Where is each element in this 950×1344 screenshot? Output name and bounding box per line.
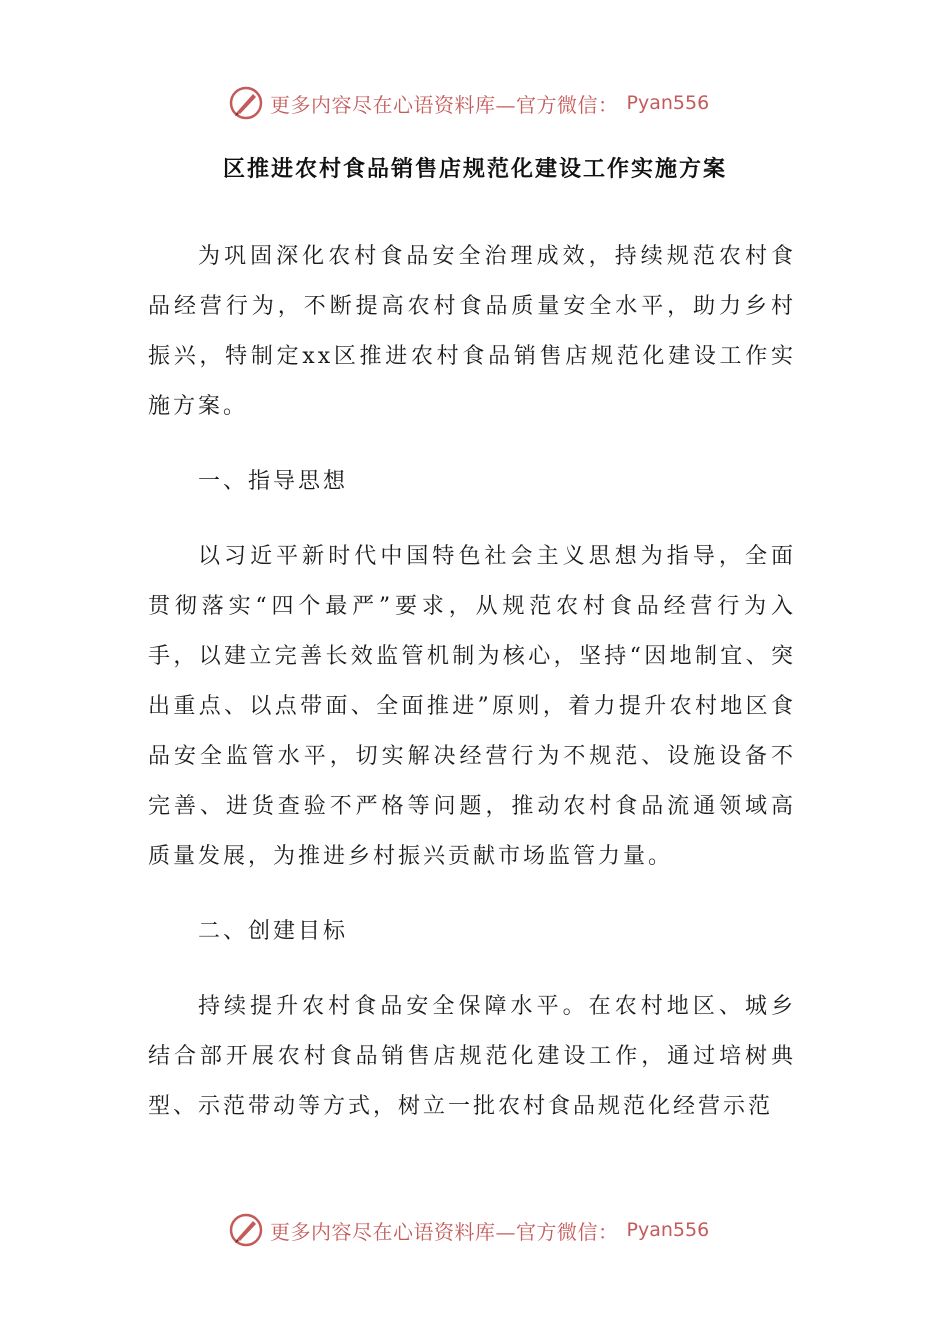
watermark-text: 更多内容尽在心语资料库—官方微信： xyxy=(270,92,619,117)
watermark-text: 更多内容尽在心语资料库—官方微信： xyxy=(270,1219,619,1244)
document-title: 区推进农村食品销售店规范化建设工作实施方案 xyxy=(222,157,727,182)
section-heading-guiding-ideology: 一、指导思想 xyxy=(198,469,349,494)
section-heading-goals: 二、创建目标 xyxy=(198,919,349,944)
pen-logo-icon xyxy=(228,85,264,121)
pen-logo-icon xyxy=(228,1212,264,1248)
guiding-ideology-paragraph: 以习近平新时代中国特色社会主义思想为指导，全面贯彻落实“四个最严”要求，从规范农村食品经营行为入手，以建立完善长效监管机制为核心，坚持“因地制宜、突出重点、以点带面、全面推进”原则，着力提升农村地区食品安全监管水平，切实解决经营行为不规范、设施设备不完善、进货查验不严格等问题，推动农村食品流通领域高质量发展，为推进乡村振兴贡献市场监管力量。 xyxy=(148,544,796,869)
document-body xyxy=(148,232,796,1132)
watermark-handle: Pyan556 xyxy=(626,1219,710,1241)
goals-paragraph: 持续提升农村食品安全保障水平。在农村地区、城乡结合部开展农村食品销售店规范化建设工作，通过培树典型、示范带动等方式，树立一批农村食品规范化经营示范 xyxy=(148,994,796,1119)
intro-paragraph: 为巩固深化农村食品安全治理成效，持续规范农村食品经营行为，不断提高农村食品质量安全水平，助力乡村振兴，特制定xx区推进农村食品销售店规范化建设工作实施方案。 xyxy=(148,244,796,419)
watermark-footer xyxy=(228,1210,709,1250)
watermark-header xyxy=(228,83,709,123)
watermark-handle: Pyan556 xyxy=(626,92,710,114)
